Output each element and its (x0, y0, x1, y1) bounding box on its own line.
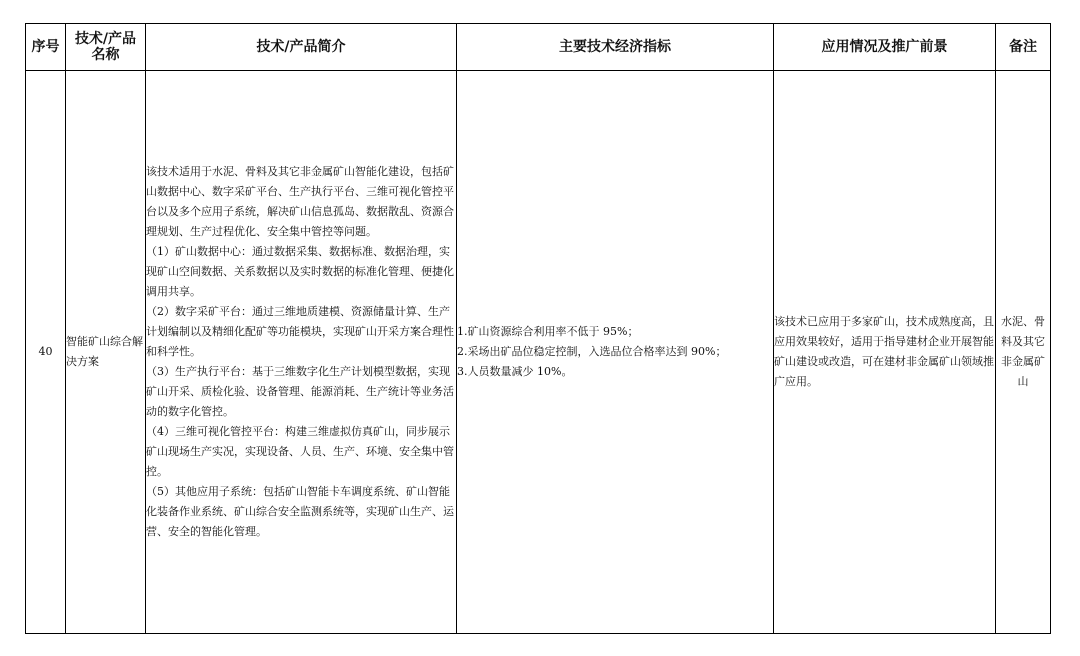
intro-paragraph: 该技术适用于水泥、骨料及其它非金属矿山智能化建设，包括矿山数据中心、数字采矿平台、生产执行平台、三维可视化管控平台以及多个应用子系统，解决矿山信息孤岛、数据散乱、资源合理规划、生产过程优化、安全集中管控等问题。 (146, 165, 454, 238)
cell-product-name: 智能矿山综合解决方案 (66, 71, 146, 634)
intro-paragraph: （5）其他应用子系统：包括矿山智能卡车调度系统、矿山智能化装备作业系统、矿山综合安全监测系统等，实现矿山生产、运营、安全的智能化管理。 (146, 485, 454, 538)
technology-table (25, 23, 1051, 634)
header-key-indicators: 主要技术经济指标 (457, 24, 774, 71)
header-product-name (66, 24, 146, 71)
header-product-name-text: 技术/产品名称 (74, 31, 137, 63)
header-product-intro: 技术/产品简介 (146, 24, 457, 71)
cell-serial-number: 40 (26, 71, 66, 634)
intro-paragraph: （4）三维可视化管控平台：构建三维虚拟仿真矿山，同步展示矿山现场生产实况，实现设备、人员、生产、环境、安全集中管控。 (146, 425, 454, 478)
table-row (26, 71, 1051, 634)
intro-paragraph: （1）矿山数据中心：通过数据采集、数据标准、数据治理，实现矿山空间数据、关系数据以及实时数据的标准化管理、便捷化调用共享。 (146, 245, 454, 298)
cell-product-intro (146, 71, 457, 634)
cell-application-prospect: 该技术已应用于多家矿山，技术成熟度高，且应用效果较好，适用于指导建材企业开展智能矿山建设或改造，可在建材非金属矿山领域推广应用。 (774, 71, 996, 634)
intro-paragraph: （2）数字采矿平台：通过三维地质建模、资源储量计算、生产计划编制以及精细化配矿等功能模块，实现矿山开采方案合理性和科学性。 (146, 305, 454, 358)
cell-key-indicators (457, 71, 774, 634)
indicator-item: 1.矿山资源综合利用率不低于 95%； (457, 325, 639, 338)
header-remarks: 备注 (996, 24, 1051, 71)
intro-paragraph: （3）生产执行平台：基于三维数字化生产计划模型数据，实现矿山开采、质检化验、设备管理、能源消耗、生产统计等业务活动的数字化管控。 (146, 365, 454, 418)
header-application-prospect: 应用情况及推广前景 (774, 24, 996, 71)
cell-remarks: 水泥、骨料及其它非金属矿山 (996, 71, 1051, 634)
indicator-item: 3.人员数量减少 10%。 (457, 365, 573, 378)
header-row (26, 24, 1051, 71)
indicator-item: 2.采场出矿品位稳定控制，入选品位合格率达到 90%； (457, 345, 727, 358)
header-serial-number: 序号 (26, 24, 66, 71)
